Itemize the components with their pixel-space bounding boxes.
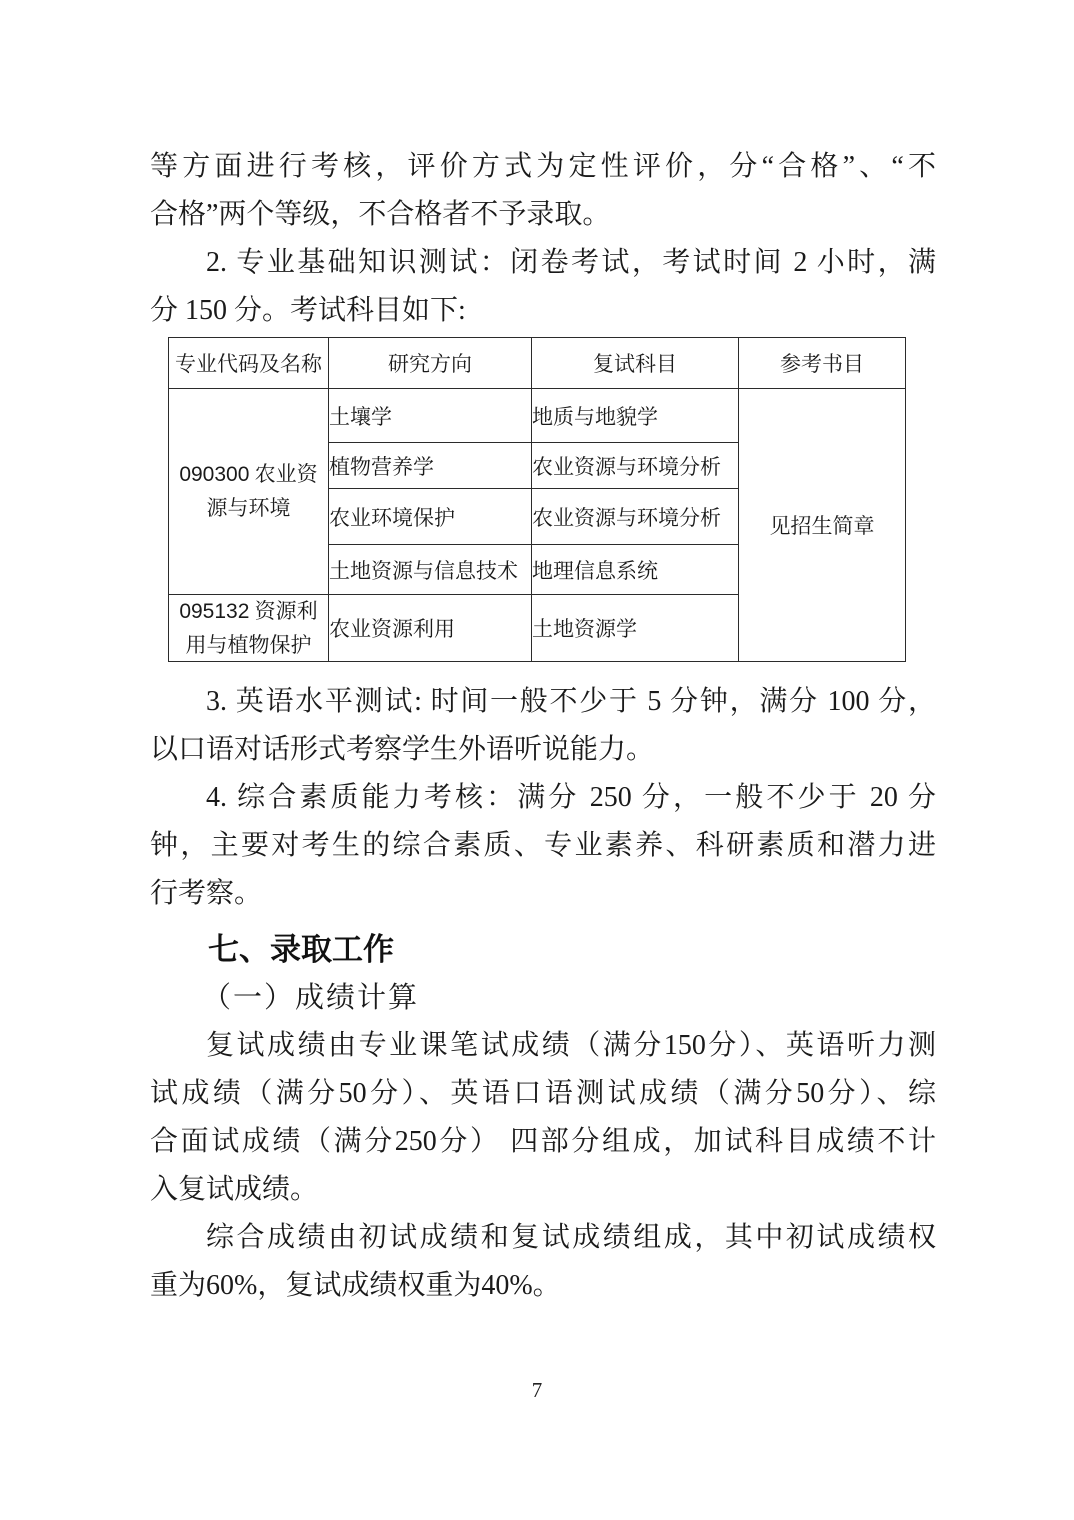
subject-cell: 农业资源与环境分析	[532, 489, 739, 545]
paragraph-evaluation	[150, 143, 936, 239]
paragraph-comprehensive-assessment	[150, 774, 936, 918]
exam-subjects-table	[168, 337, 906, 662]
reference-cell: 见招生简章	[739, 389, 906, 662]
subject-cell: 农业资源与环境分析	[532, 443, 739, 489]
header-major-code: 专业代码及名称	[169, 338, 329, 389]
major-cell-095132	[169, 595, 329, 662]
table-row	[169, 389, 906, 443]
major-name: 资源利用与植物保护	[185, 599, 318, 657]
paragraph-line: 综合成绩由初试成绩和复试成绩组成，其中初试成绩权	[206, 1222, 936, 1254]
paragraph-line: 钟，主要对考生的综合素质、专业素养、科研素质和潜力进	[150, 830, 936, 862]
major-name: 农业资源与环境	[206, 462, 318, 520]
paragraph-line: 2. 专业基础知识测试：闭卷考试，考试时间 2 小时，满	[206, 247, 936, 278]
paragraph-line: 3. 英语水平测试: 时间一般不少于 5 分钟，满分 100 分，	[206, 686, 936, 718]
direction-cell: 土壤学	[329, 389, 532, 443]
paragraph-overall-score	[150, 1214, 936, 1310]
paragraph-line: 以口语对话形式考察学生外语听说能力。	[150, 734, 655, 766]
subject-cell: 地质与地貌学	[532, 389, 739, 443]
paragraph-line: 重为60%，复试成绩权重为40%。	[150, 1270, 561, 1302]
direction-cell: 植物营养学	[329, 443, 532, 489]
section-heading-admission: 七、录取工作	[208, 932, 394, 968]
header-retest-subject: 复试科目	[532, 338, 739, 389]
paragraph-line: 试成绩（满分50分）、英语口语测试成绩（满分50分）、综	[150, 1078, 936, 1110]
paragraph-line: 合格”两个等级，不合格者不予录取。	[150, 199, 611, 230]
paragraph-retest-score	[150, 1022, 936, 1214]
header-research-direction: 研究方向	[329, 338, 532, 389]
paragraph-english-test	[150, 678, 936, 774]
page-number: 7	[531, 1378, 543, 1402]
subject-cell: 地理信息系统	[532, 545, 739, 595]
paragraph-line: 分 150 分。考试科目如下:	[150, 295, 466, 326]
paragraph-written-test	[150, 239, 936, 335]
paragraph-line: 4. 综合素质能力考核：满分 250 分，一般不少于 20 分	[206, 782, 936, 814]
direction-cell: 农业资源利用	[329, 595, 532, 662]
paragraph-line: 入复试成绩。	[150, 1174, 319, 1206]
major-cell-090300	[169, 389, 329, 595]
document-content	[150, 143, 936, 1310]
subsection-heading-score-calc: （一）成绩计算	[202, 982, 420, 1015]
header-reference-books: 参考书目	[739, 338, 906, 389]
subject-cell: 土地资源学	[532, 595, 739, 662]
paragraph-line: 等方面进行考核，评价方式为定性评价，分“合格”、“不	[150, 151, 936, 182]
table-header-row	[169, 338, 906, 389]
paragraph-line: 行考察。	[150, 878, 263, 910]
major-code: 090300	[179, 463, 250, 487]
paragraph-line: 合面试成绩（满分250分） 四部分组成，加试科目成绩不计	[150, 1126, 936, 1158]
direction-cell: 农业环境保护	[329, 489, 532, 545]
paragraph-line: 复试成绩由专业课笔试成绩（满分150分）、英语听力测	[206, 1030, 936, 1062]
major-code: 095132	[179, 600, 250, 623]
direction-cell: 土地资源与信息技术	[329, 545, 532, 595]
